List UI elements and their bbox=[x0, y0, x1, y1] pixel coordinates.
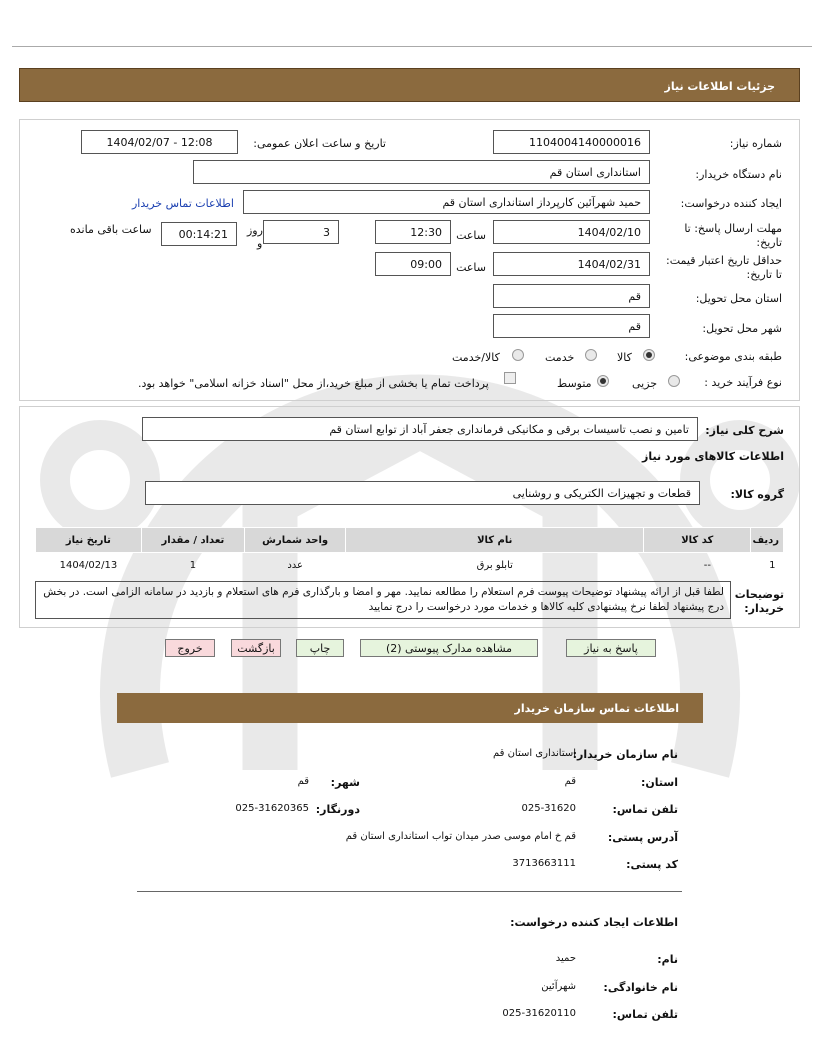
validity-date-field bbox=[493, 252, 650, 276]
col-name: نام کالا bbox=[346, 528, 644, 553]
notes-label-buyer: خریدار: bbox=[744, 602, 784, 615]
creator-phone-value: 025-31620110 bbox=[502, 1008, 576, 1019]
need-number-value: 1104004140000016 bbox=[529, 135, 641, 149]
exit-button[interactable]: خروج bbox=[165, 639, 215, 657]
buyer-org-value: استانداری استان قم bbox=[549, 165, 641, 179]
print-button[interactable]: چاپ bbox=[296, 639, 344, 657]
creator-name-value: حمید bbox=[555, 953, 576, 964]
col-date: تاریخ نیاز bbox=[36, 528, 142, 553]
description-label: شرح کلی نیاز: bbox=[705, 424, 784, 437]
creator-family-label: نام خانوادگی: bbox=[603, 981, 678, 994]
col-row: ردیف bbox=[751, 528, 784, 553]
validity-time-label: ساعت bbox=[456, 261, 486, 274]
back-button[interactable]: بازگشت bbox=[231, 639, 281, 657]
category-service-label: خدمت bbox=[545, 351, 575, 364]
contact-header bbox=[117, 693, 703, 723]
days-field bbox=[263, 220, 339, 244]
creator-value: حمید شهرآئین کارپرداز استانداری استان قم bbox=[442, 195, 641, 209]
need-number-label: شماره نیاز: bbox=[729, 137, 782, 150]
days-value: 3 bbox=[323, 225, 330, 239]
goods-group-label: گروه کالا: bbox=[730, 488, 784, 501]
category-label: طبقه بندی موضوعی: bbox=[684, 350, 782, 363]
cell-name: تابلو برق bbox=[476, 559, 513, 571]
province-label: استان محل تحویل: bbox=[695, 292, 782, 305]
province-field bbox=[493, 284, 650, 308]
purchase-medium-radio[interactable] bbox=[597, 375, 609, 387]
creator-field bbox=[243, 190, 650, 214]
page-header bbox=[19, 68, 800, 102]
deadline-label: مهلت ارسال پاسخ: تا bbox=[684, 222, 782, 235]
validity-time-field bbox=[375, 252, 451, 276]
notes-label: توضیحات bbox=[734, 588, 784, 601]
creator-heading: اطلاعات ایجاد کننده درخواست: bbox=[510, 916, 678, 929]
contact-org-label: نام سازمان خریدار: bbox=[572, 748, 678, 761]
reply-button[interactable]: پاسخ به نیاز bbox=[566, 639, 656, 657]
category-goods-label: کالا bbox=[617, 351, 632, 364]
deadline-date-value: 1404/02/10 bbox=[577, 225, 641, 239]
contact-city-label: شهر: bbox=[330, 776, 360, 789]
notes-text: لطفا قبل از ارائه پیشنهاد توضیحات پیوست فرم استعلام را مطالعه نمایید. مهر و امضا و بارگذاری فرم های استعلام و بازدید در سامانه الزامی است. در بخش درج پیشنهاد لطفا نرخ پیشنهادی کلیه کالاها و خدمات مورد درخواست را درج نمایید bbox=[43, 586, 724, 613]
cell-row: 1 bbox=[769, 559, 776, 571]
cell-unit: عدد bbox=[287, 559, 303, 571]
contact-org-value: استانداری استان قم bbox=[492, 748, 576, 759]
remaining-time-field bbox=[161, 222, 237, 246]
days-label: روز bbox=[247, 224, 263, 237]
need-number-field bbox=[493, 130, 650, 154]
buyer-org-label: نام دستگاه خریدار: bbox=[695, 168, 782, 181]
deadline-date-field bbox=[493, 220, 650, 244]
goods-table-header bbox=[36, 528, 784, 553]
announce-label: تاریخ و ساعت اعلان عمومی: bbox=[253, 137, 386, 150]
validity-label: حداقل تاریخ اعتبار قیمت: bbox=[666, 254, 782, 267]
col-unit: واحد شمارش bbox=[244, 528, 345, 553]
table-row bbox=[36, 553, 784, 578]
validity-time-value: 09:00 bbox=[410, 257, 442, 271]
cell-date: 1404/02/13 bbox=[59, 559, 118, 571]
deadline-label-date: تاریخ: bbox=[756, 236, 782, 249]
treasury-payment-note: پرداخت تمام یا بخشی از مبلغ خرید،از محل "اسناد خزانه اسلامی" خواهد بود. bbox=[138, 377, 489, 390]
col-code: کد کالا bbox=[644, 528, 751, 553]
cell-code: -- bbox=[703, 559, 711, 571]
validity-date-value: 1404/02/31 bbox=[577, 257, 641, 271]
goods-group-field bbox=[145, 481, 700, 505]
contact-address-label: آدرس پستی: bbox=[607, 831, 678, 844]
city-label: شهر محل تحویل: bbox=[702, 322, 782, 335]
contact-phone-value: 025-31620 bbox=[521, 803, 576, 814]
contact-title: اطلاعات تماس سازمان خریدار bbox=[514, 702, 679, 715]
city-field bbox=[493, 314, 650, 338]
purchase-minor-radio[interactable] bbox=[668, 375, 680, 387]
top-divider bbox=[12, 46, 812, 47]
category-both-radio[interactable] bbox=[512, 349, 524, 361]
remaining-label: ساعت باقی مانده bbox=[70, 223, 152, 236]
creator-name-label: نام: bbox=[657, 953, 678, 966]
contact-divider bbox=[137, 891, 682, 892]
attachments-button[interactable]: مشاهده مدارک پیوستی (2) bbox=[360, 639, 538, 657]
goods-heading: اطلاعات کالاهای مورد نیاز bbox=[642, 450, 784, 463]
category-service-radio[interactable] bbox=[585, 349, 597, 361]
creator-label: ایجاد کننده درخواست: bbox=[680, 197, 782, 210]
announce-field bbox=[81, 130, 238, 154]
deadline-time-value: 12:30 bbox=[410, 225, 442, 239]
contact-province-value: قم bbox=[564, 776, 576, 787]
deadline-time-field bbox=[375, 220, 451, 244]
creator-phone-label: تلفن تماس: bbox=[612, 1008, 678, 1021]
buyer-contact-link[interactable]: اطلاعات تماس خریدار bbox=[132, 197, 234, 210]
contact-phone-label: تلفن تماس: bbox=[612, 803, 678, 816]
contact-fax-label: دورنگار: bbox=[315, 803, 360, 816]
contact-postal-value: 3713663111 bbox=[512, 858, 576, 869]
contact-fax-value: 025-31620365 bbox=[235, 803, 309, 814]
validity-label-date: تا تاریخ: bbox=[746, 268, 782, 281]
buyer-org-field bbox=[193, 160, 650, 184]
city-value: قم bbox=[628, 319, 641, 333]
category-both-label: کالا/خدمت bbox=[452, 351, 500, 364]
contact-city-value: قم bbox=[297, 776, 309, 787]
cell-qty: 1 bbox=[189, 559, 197, 571]
col-qty: تعداد / مقدار bbox=[141, 528, 244, 553]
creator-family-value: شهرآئین bbox=[541, 981, 576, 992]
contact-province-label: استان: bbox=[641, 776, 678, 789]
purchase-minor-label: جزیی bbox=[632, 377, 658, 390]
and-label: و bbox=[257, 237, 263, 250]
remaining-time-value: 00:14:21 bbox=[178, 227, 228, 241]
province-value: قم bbox=[628, 289, 641, 303]
deadline-time-label: ساعت bbox=[456, 229, 486, 242]
notes-box bbox=[35, 581, 731, 619]
contact-postal-label: کد پستی: bbox=[626, 858, 678, 871]
announce-value: 1404/02/07 - 12:08 bbox=[106, 135, 213, 149]
category-goods-radio[interactable] bbox=[643, 349, 655, 361]
treasury-payment-checkbox[interactable] bbox=[504, 372, 516, 384]
description-field bbox=[142, 417, 698, 441]
goods-group-value: قطعات و تجهیزات الکتریکی و روشنایی bbox=[512, 486, 691, 500]
description-value: تامین و نصب تاسیسات برقی و مکانیکی فرمانداری جعفر آباد از توابع استان قم bbox=[329, 422, 689, 436]
purchase-medium-label: متوسط bbox=[557, 377, 592, 390]
purchase-type-label: نوع فرآیند خرید : bbox=[704, 376, 782, 389]
goods-table bbox=[35, 527, 784, 577]
contact-address-value: قم خ امام موسی صدر میدان تواب استانداری استان قم bbox=[345, 831, 576, 842]
page-title: جزئیات اطلاعات نیاز bbox=[664, 80, 775, 93]
